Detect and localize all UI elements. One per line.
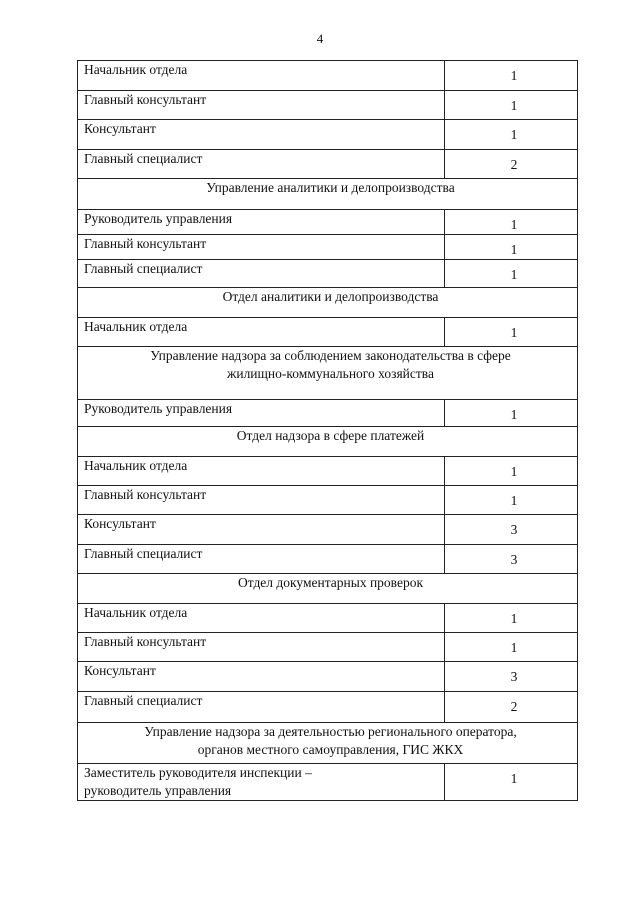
position-title (78, 260, 445, 288)
position-title-line: Главный консультант (84, 92, 207, 107)
section-title-line: Управление надзора за соблюдением законодательства в сфере (150, 348, 511, 363)
section-title-line: органов местного самоуправления, ГИС ЖКХ (197, 742, 464, 757)
position-title-line: Руководитель управления (84, 401, 233, 416)
section-title-line: Отдел аналитики и делопроизводства (222, 289, 439, 304)
position-title (78, 764, 445, 801)
position-row (78, 633, 578, 662)
position-count-cell (445, 61, 578, 91)
staff-table (77, 60, 578, 801)
position-title-line: Главный специалист (84, 261, 203, 276)
position-title-line: Начальник отдела (84, 605, 188, 620)
position-title-line: Начальник отдела (84, 62, 188, 77)
position-title (78, 318, 445, 347)
section-title (78, 347, 578, 400)
position-row (78, 120, 578, 150)
position-title (78, 120, 445, 150)
position-row (78, 692, 578, 723)
position-count: 1 (510, 407, 518, 422)
position-count: 3 (510, 552, 518, 567)
position-count: 1 (510, 640, 518, 655)
position-title (78, 210, 445, 235)
position-row (78, 210, 578, 235)
position-row (78, 150, 578, 179)
position-count-cell (445, 400, 578, 427)
position-title (78, 457, 445, 486)
section-row (78, 723, 578, 764)
position-title (78, 662, 445, 692)
position-count-cell (445, 210, 578, 235)
position-title (78, 692, 445, 723)
position-title-line: Главный специалист (84, 693, 203, 708)
position-count-cell (445, 486, 578, 515)
section-row (78, 347, 578, 400)
position-count-cell (445, 150, 578, 179)
position-count: 1 (510, 771, 518, 786)
position-title (78, 633, 445, 662)
position-count-cell (445, 545, 578, 574)
section-title (78, 427, 578, 457)
position-count-cell (445, 692, 578, 723)
position-row (78, 61, 578, 91)
position-count: 1 (510, 493, 518, 508)
position-count-cell (445, 318, 578, 347)
position-row (78, 486, 578, 515)
position-count-cell (445, 120, 578, 150)
position-title (78, 515, 445, 545)
position-count-cell (445, 662, 578, 692)
position-row (78, 235, 578, 260)
position-count-cell (445, 91, 578, 120)
position-count: 1 (510, 325, 518, 340)
position-title-line: Главный консультант (84, 634, 207, 649)
section-title-line: Управление надзора за деятельностью регионального оператора, (144, 724, 517, 739)
position-count: 2 (510, 699, 518, 714)
position-row (78, 318, 578, 347)
position-row (78, 764, 578, 801)
section-title (78, 179, 578, 210)
position-title-line: Заместитель руководителя инспекции – (84, 765, 312, 780)
section-row (78, 179, 578, 210)
section-title (78, 574, 578, 604)
position-title-line: Консультант (84, 663, 156, 678)
position-count: 1 (510, 68, 518, 83)
section-row (78, 574, 578, 604)
position-count: 1 (510, 464, 518, 479)
position-title (78, 235, 445, 260)
section-row (78, 427, 578, 457)
position-count-cell (445, 235, 578, 260)
position-row (78, 260, 578, 288)
position-title-line: Главный консультант (84, 487, 207, 502)
position-row (78, 604, 578, 633)
position-count: 2 (510, 157, 518, 172)
position-row (78, 457, 578, 486)
position-title-line: Главный специалист (84, 546, 203, 561)
position-title-line: Главный специалист (84, 151, 203, 166)
position-row (78, 400, 578, 427)
position-count-cell (445, 260, 578, 288)
section-title-line: Управление аналитики и делопроизводства (206, 180, 455, 195)
position-title-line: Главный консультант (84, 236, 207, 251)
position-count: 3 (510, 522, 518, 537)
section-title (78, 288, 578, 318)
position-count: 1 (510, 611, 518, 626)
staff-table-body (78, 61, 578, 801)
position-title (78, 486, 445, 515)
position-count-cell (445, 633, 578, 662)
position-title (78, 61, 445, 91)
position-title (78, 150, 445, 179)
position-count: 1 (510, 98, 518, 113)
position-count-cell (445, 515, 578, 545)
section-title (78, 723, 578, 764)
position-row (78, 515, 578, 545)
position-count: 1 (510, 242, 518, 257)
page-number: 4 (316, 31, 324, 46)
position-row (78, 662, 578, 692)
position-title-line: Руководитель управления (84, 211, 233, 226)
position-title-line: Консультант (84, 121, 156, 136)
position-count-cell (445, 457, 578, 486)
position-count-cell (445, 604, 578, 633)
position-title (78, 545, 445, 574)
position-count: 1 (510, 217, 518, 232)
position-title-line: Начальник отдела (84, 458, 188, 473)
position-title (78, 400, 445, 427)
position-count: 3 (510, 669, 518, 684)
position-count: 1 (510, 127, 518, 142)
section-title-line: Отдел документарных проверок (237, 575, 424, 590)
position-title (78, 604, 445, 633)
section-title-line: Отдел надзора в сфере платежей (236, 428, 425, 443)
position-title-line: Консультант (84, 516, 156, 531)
position-title-line: Начальник отдела (84, 319, 188, 334)
position-count: 1 (510, 267, 518, 282)
position-row (78, 91, 578, 120)
position-row (78, 545, 578, 574)
position-title-line: руководитель управления (84, 783, 232, 798)
section-title-line: жилищно-коммунального хозяйства (227, 366, 434, 381)
position-title (78, 91, 445, 120)
position-count-cell (445, 764, 578, 801)
section-row (78, 288, 578, 318)
